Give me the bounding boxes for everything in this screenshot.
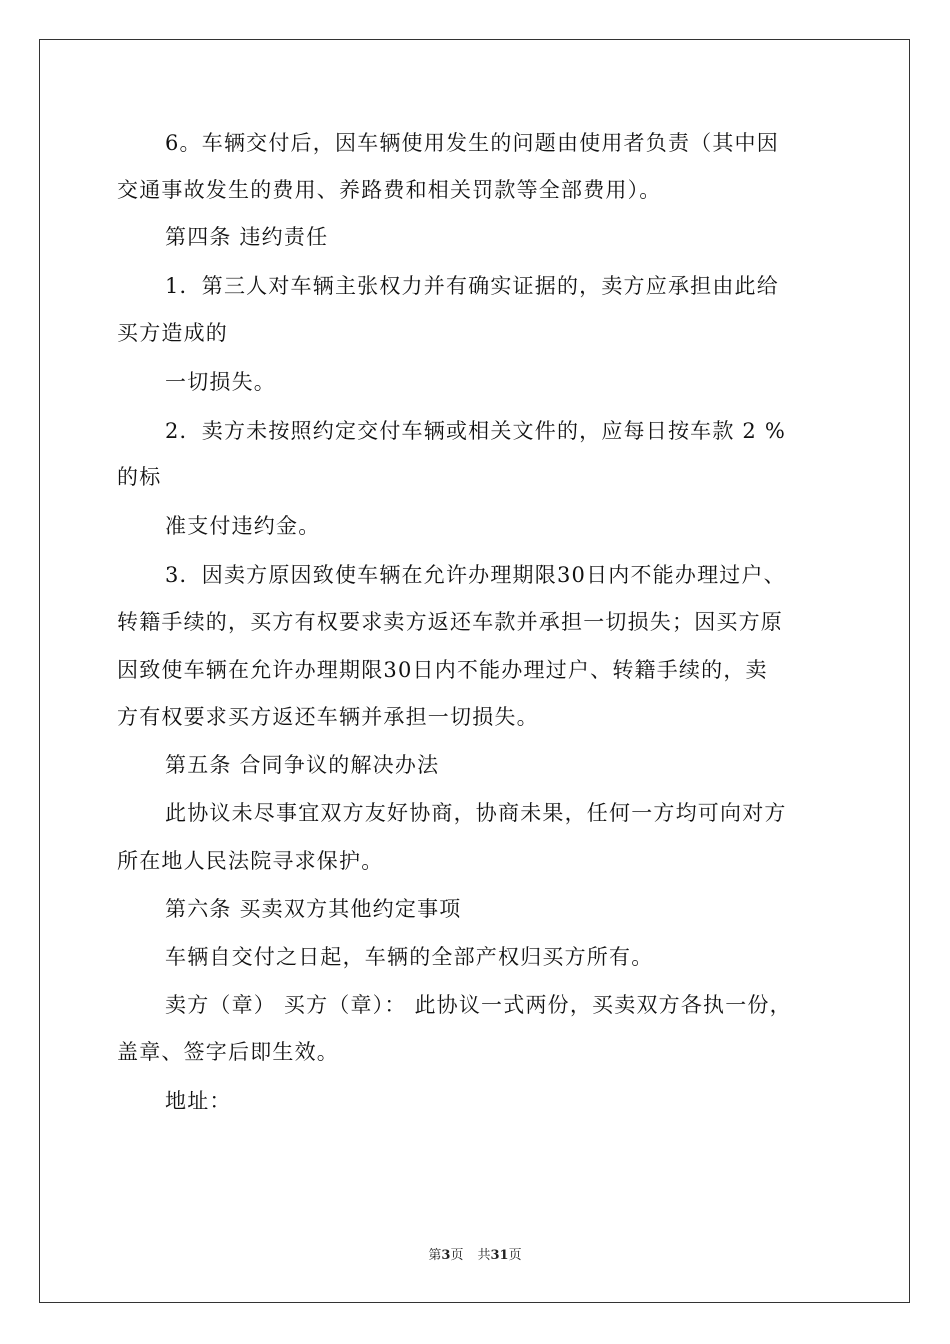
page-footer: [0, 1247, 950, 1265]
total-pages: 31: [490, 1248, 509, 1263]
text-line-10: 3．因卖方原因致使车辆在允许办理期限30日内不能办理过户、: [165, 563, 786, 587]
page-prefix: 第: [428, 1248, 442, 1263]
section-heading-6: 第六条 买卖双方其他约定事项: [165, 897, 462, 921]
text-line-8: 的标: [117, 465, 162, 489]
text-line-1: 6。车辆交付后，因车辆使用发生的问题由使用者负责（其中因: [165, 131, 779, 155]
text-line-7: 2．卖方未按照约定交付车辆或相关文件的，应每日按车款 2 %: [165, 419, 787, 443]
section-heading-5: 第五条 合同争议的解决办法: [165, 753, 440, 777]
page-number: 3: [441, 1248, 451, 1263]
address-label: 地址：: [165, 1089, 232, 1113]
text-line-18: 车辆自交付之日起，车辆的全部产权归买方所有。: [165, 945, 654, 969]
total-prefix: 共: [477, 1248, 491, 1263]
text-line-11: 转籍手续的，买方有权要求卖方返还车款并承担一切损失；因买方原: [117, 610, 783, 634]
total-suffix: 页: [508, 1248, 522, 1263]
text-line-12: 因致使车辆在允许办理期限30日内不能办理过户、转籍手续的，卖: [117, 658, 768, 682]
text-line-5: 买方造成的: [117, 321, 228, 345]
text-line-15: 此协议未尽事宜双方友好协商，协商未果，任何一方均可向对方: [165, 801, 787, 825]
text-line-19: 卖方（章） 买方（章）： 此协议一式两份，买卖双方各执一份，: [165, 993, 792, 1017]
text-line-20: 盖章、签字后即生效。: [117, 1040, 339, 1064]
text-line-16: 所在地人民法院寻求保护。: [117, 849, 384, 873]
section-heading-4: 第四条 违约责任: [165, 225, 329, 249]
text-line-6: 一切损失。: [165, 370, 276, 394]
text-line-2: 交通事故发生的费用、养路费和相关罚款等全部费用）。: [117, 178, 662, 202]
text-line-4: 1．第三人对车辆主张权力并有确实证据的，卖方应承担由此给: [165, 274, 779, 298]
page-suffix: 页: [450, 1248, 464, 1263]
text-line-13: 方有权要求买方返还车辆并承担一切损失。: [117, 705, 539, 729]
text-line-9: 准支付违约金。: [165, 514, 321, 538]
